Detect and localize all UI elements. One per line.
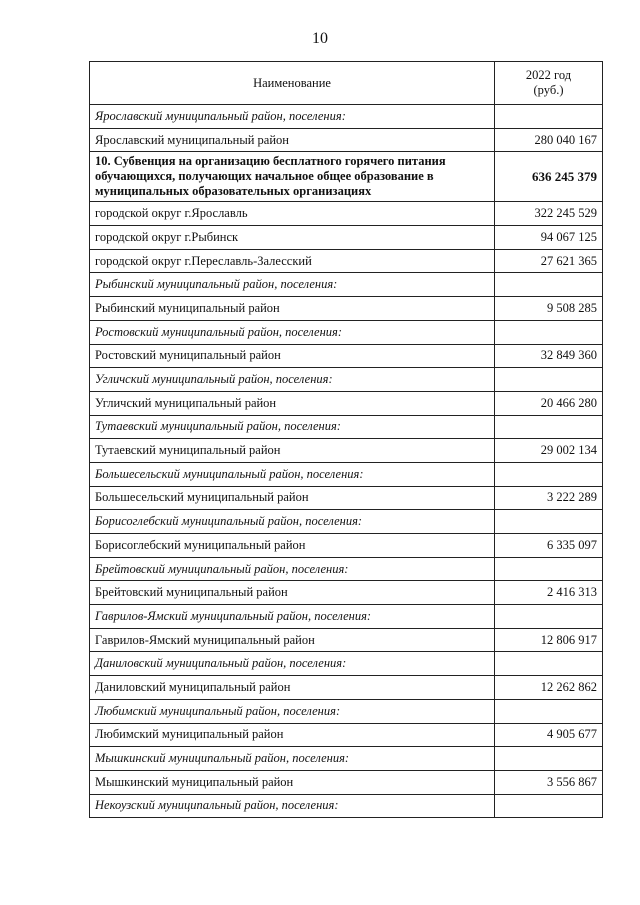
row-value [495,699,603,723]
table-row [90,391,603,415]
table-row [90,723,603,747]
row-name: городской округ г.Рыбинск [90,226,495,250]
row-value: 32 849 360 [495,344,603,368]
row-value: 94 067 125 [495,226,603,250]
row-value [495,794,603,818]
row-name: Большесельский муниципальный район [90,486,495,510]
section-row [90,510,603,534]
column-header-value [495,62,603,105]
row-name: Большесельский муниципальный район, поселения: [90,462,495,486]
row-name: Даниловский муниципальный район [90,676,495,700]
table-row [90,676,603,700]
page-number: 10 [312,30,328,47]
table-row [90,534,603,558]
row-name: Рыбинский муниципальный район, поселения: [90,273,495,297]
table-row [90,297,603,321]
row-name: Даниловский муниципальный район, поселения: [90,652,495,676]
column-header-name: Наименование [90,62,495,105]
row-value [495,105,603,129]
section-row [90,652,603,676]
section-row [90,605,603,629]
row-name: Угличский муниципальный район, поселения: [90,368,495,392]
row-value [495,510,603,534]
section-row [90,557,603,581]
row-name: Гаврилов-Ямский муниципальный район [90,628,495,652]
row-value [495,557,603,581]
section-row [90,462,603,486]
table-row [90,581,603,605]
section-row [90,320,603,344]
table-row [90,249,603,273]
column-header-year: 2022 год [525,68,572,82]
row-value [495,415,603,439]
row-name: Мышкинский муниципальный район [90,770,495,794]
row-value [495,273,603,297]
row-value [495,652,603,676]
row-name: Ярославский муниципальный район [90,128,495,152]
section-row [90,415,603,439]
row-name: городской округ г.Переславль-Залесский [90,249,495,273]
table-row [90,128,603,152]
row-name: Тутаевский муниципальный район, поселения: [90,415,495,439]
row-name: Угличский муниципальный район [90,391,495,415]
row-name: Борисоглебский муниципальный район, поселения: [90,510,495,534]
section-row [90,794,603,818]
row-value: 20 466 280 [495,391,603,415]
column-header-unit: (руб.) [533,83,564,97]
row-name: Мышкинский муниципальный район, поселения: [90,747,495,771]
row-value [495,320,603,344]
row-name: Тутаевский муниципальный район [90,439,495,463]
row-value: 3 556 867 [495,770,603,794]
row-value [495,747,603,771]
row-value: 12 806 917 [495,628,603,652]
row-name: Гаврилов-Ямский муниципальный район, поселения: [90,605,495,629]
row-value: 27 621 365 [495,249,603,273]
section-row [90,699,603,723]
subsidy-heading-row [90,152,603,202]
row-name: Рыбинский муниципальный район [90,297,495,321]
table-row [90,202,603,226]
table-body [90,105,603,818]
row-name: Ростовский муниципальный район [90,344,495,368]
section-row [90,273,603,297]
row-value [495,462,603,486]
row-value: 6 335 097 [495,534,603,558]
row-name: Брейтовский муниципальный район [90,581,495,605]
row-value: 2 416 313 [495,581,603,605]
row-name: Любимский муниципальный район [90,723,495,747]
row-value: 29 002 134 [495,439,603,463]
row-value [495,605,603,629]
table-header-row [90,62,603,105]
row-name: Ярославский муниципальный район, поселения: [90,105,495,129]
row-value: 636 245 379 [495,152,603,202]
section-row [90,368,603,392]
row-name: Некоузский муниципальный район, поселения: [90,794,495,818]
row-name: Любимский муниципальный район, поселения: [90,699,495,723]
table-row [90,486,603,510]
table-row [90,344,603,368]
section-row [90,747,603,771]
row-value: 3 222 289 [495,486,603,510]
row-value [495,368,603,392]
table-row [90,770,603,794]
row-value: 322 245 529 [495,202,603,226]
row-name: 10. Субвенция на организацию бесплатного горячего питания обучающихся, получающих начальное общее образование в муниципальных образовательных организациях [90,152,495,202]
row-name: городской округ г.Ярославль [90,202,495,226]
row-value: 280 040 167 [495,128,603,152]
row-value: 9 508 285 [495,297,603,321]
table-row [90,628,603,652]
row-value: 4 905 677 [495,723,603,747]
row-value: 12 262 862 [495,676,603,700]
row-name: Брейтовский муниципальный район, поселения: [90,557,495,581]
row-name: Борисоглебский муниципальный район [90,534,495,558]
section-row [90,105,603,129]
table-row [90,439,603,463]
row-name: Ростовский муниципальный район, поселения: [90,320,495,344]
budget-table [89,61,603,818]
table-row [90,226,603,250]
